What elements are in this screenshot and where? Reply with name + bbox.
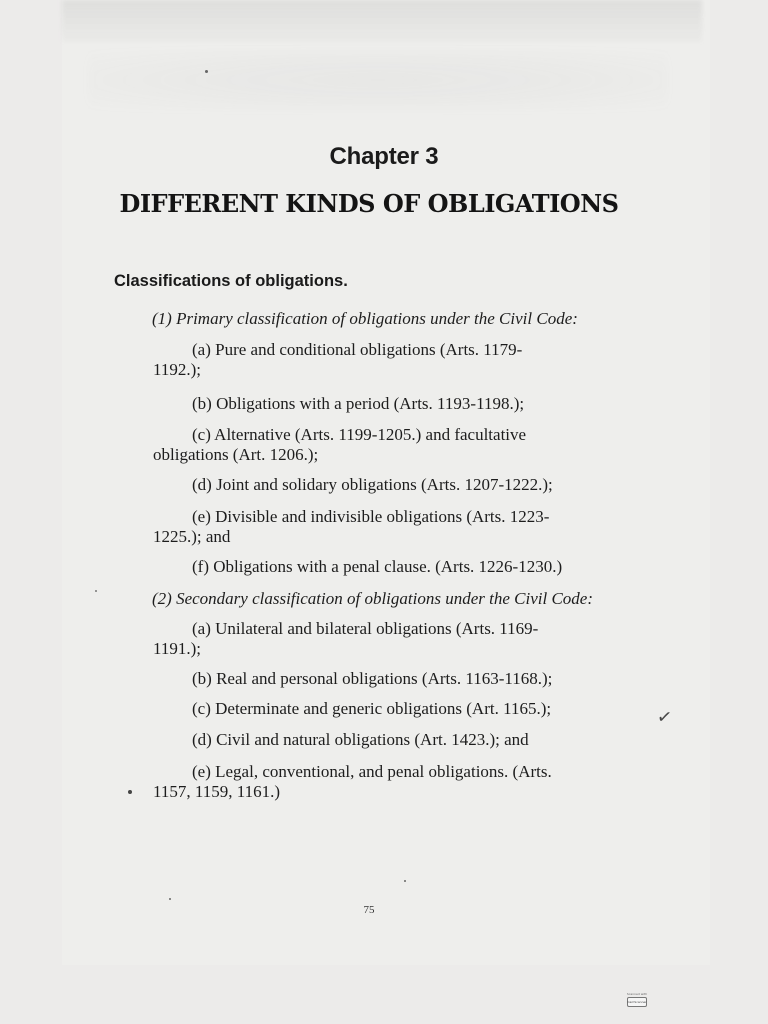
list-item-text: (a) Pure and conditional obligations (Arts. 1179-: [192, 340, 523, 359]
list-item-primary-f: (f) Obligations with a penal clause. (Arts. 1226-1230.): [192, 557, 563, 576]
list-item-primary-c-continuation: obligations (Art. 1206.);: [153, 445, 319, 464]
list-item-primary-d: (d) Joint and solidary obligations (Arts. 1207-1222.);: [192, 475, 553, 494]
list-item-secondary-d: (d) Civil and natural obligations (Art. 1423.); and: [192, 730, 529, 749]
camscanner-logo-icon: [626, 988, 648, 1010]
scan-speck: [205, 70, 208, 73]
chapter-title: DIFFERENT KINDS OF OBLIGATIONS: [119, 189, 619, 218]
section-heading: Classifications of obligations.: [114, 272, 348, 290]
scan-shadow: [88, 50, 668, 110]
scanner-badge: CamScanner: [627, 997, 647, 1007]
list-item-secondary-e-continuation: 1157, 1159, 1161.): [153, 782, 281, 801]
secondary-classification-heading: (2) Secondary classification of obligations under the Civil Code:: [152, 589, 593, 608]
list-item-secondary-a: (a) Unilateral and bilateral obligations (Arts. 1169-: [192, 619, 539, 638]
list-item-primary-e-continuation: 1225.); and: [153, 527, 231, 546]
scanner-caption: Scanned with: [626, 991, 648, 996]
chapter-label: Chapter 3: [329, 143, 439, 170]
list-item-secondary-c: (c) Determinate and generic obligations (Art. 1165.);: [192, 699, 552, 718]
scan-speck: [95, 590, 97, 592]
list-item-secondary-a-continuation: 1191.);: [153, 639, 202, 658]
scan-speck: [128, 790, 132, 794]
checkmark-icon: ✓: [655, 706, 674, 729]
scan-bleedthrough: [62, 0, 702, 42]
scan-speck: [169, 898, 171, 900]
list-item-primary-b: (b) Obligations with a period (Arts. 1193-1198.);: [192, 394, 525, 413]
list-item-primary-a: [192, 340, 625, 360]
scan-speck: [404, 880, 406, 882]
primary-classification-heading: (1) Primary classification of obligations under the Civil Code:: [152, 309, 578, 328]
page-number: 75: [363, 904, 375, 916]
list-item-secondary-b: (b) Real and personal obligations (Arts. 1163-1168.);: [192, 669, 553, 688]
list-item-secondary-e: (e) Legal, conventional, and penal obligations. (Arts.: [192, 762, 552, 781]
list-item-primary-a-continuation: 1192.);: [153, 360, 202, 379]
list-item-primary-e: (e) Divisible and indivisible obligations (Arts. 1223-: [192, 507, 550, 526]
list-item-primary-c: (c) Alternative (Arts. 1199-1205.) and facultative: [192, 425, 527, 444]
